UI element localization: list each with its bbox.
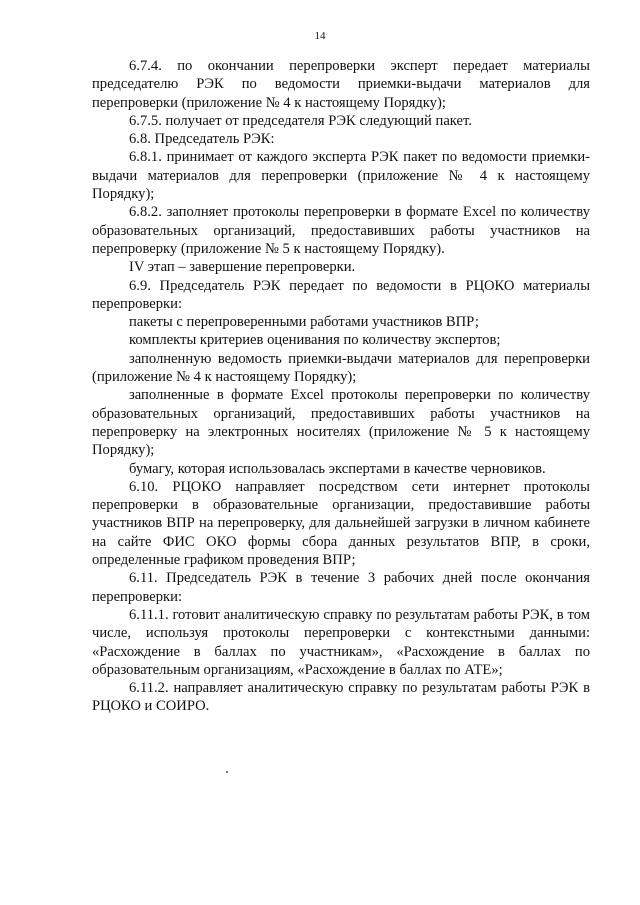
list-item: пакеты с перепроверенными работами участников ВПР; bbox=[129, 314, 479, 331]
list-item: заполненные в формате Excel протоколы перепроверки по количеству образовательных организаций, предоставивших работы участников на перепроверку на электронных носителях (приложение № 5 к настоящему Порядку); bbox=[92, 387, 590, 459]
stage-heading: IV этап – завершение перепроверки. bbox=[129, 259, 356, 276]
list-item: заполненную ведомость приемки-выдачи материалов для перепроверки (приложение № 4 к настоящему Порядку); bbox=[92, 350, 590, 386]
paragraph-6-8: 6.8. Председатель РЭК: bbox=[129, 131, 275, 148]
paragraph-6-10: 6.10. РЦОКО направляет посредством сети интернет протоколы перепроверки в образовательные организации, предоставившие работы участников ВПР на перепроверку, для дальнейшей загрузки в личном кабинете на сайте ФИС ОКО формы сбора данных результатов ВПР, в сроки, определенные графиком проведения ВПР; bbox=[92, 478, 590, 569]
paragraph-6-7-4: 6.7.4. по окончании перепроверки эксперт передает материалы председателю РЭК по ведомости приемки-выдачи материалов для перепроверки (приложение № 4 к настоящему Порядку); bbox=[92, 58, 590, 111]
page-number: 14 bbox=[314, 30, 326, 42]
document-body bbox=[92, 57, 590, 716]
paragraph-6-11-1: 6.11.1. готовит аналитическую справку по результатам работы РЭК, в том числе, используя протоколы перепроверки с контекстными данными: «Расхождение в баллах по участникам», «Расхождение в баллах по образовательным организациям, «Расхождение в баллах по АТЕ»; bbox=[92, 606, 590, 678]
paragraph-6-8-1: 6.8.1. принимает от каждого эксперта РЭК пакет по ведомости приемки-выдачи материалов для перепроверки (приложение № 4 к настоящему Порядку); bbox=[92, 149, 590, 203]
paragraph-6-8-2: 6.8.2. заполняет протоколы перепроверки в формате Excel по количеству образовательных организаций, предоставивших работы участников на перепроверку (приложение № 5 к настоящему Порядку). bbox=[92, 204, 590, 257]
paragraph-6-11: 6.11. Председатель РЭК в течение 3 рабочих дней после окончания перепроверки: bbox=[92, 570, 590, 605]
scan-speck bbox=[226, 771, 228, 773]
list-item: комплекты критериев оценивания по количеству экспертов; bbox=[129, 332, 501, 349]
paragraph-6-9: 6.9. Председатель РЭК передает по ведомости в РЦОКО материалы перепроверки: bbox=[92, 277, 590, 312]
list-item: бумагу, которая использовалась экспертами в качестве черновиков. bbox=[129, 460, 546, 477]
paragraph-6-11-2: 6.11.2. направляет аналитическую справку по результатам работы РЭК в РЦОКО и СОИРО. bbox=[92, 680, 590, 715]
paragraph-6-7-5: 6.7.5. получает от председателя РЭК следующий пакет. bbox=[129, 112, 472, 129]
